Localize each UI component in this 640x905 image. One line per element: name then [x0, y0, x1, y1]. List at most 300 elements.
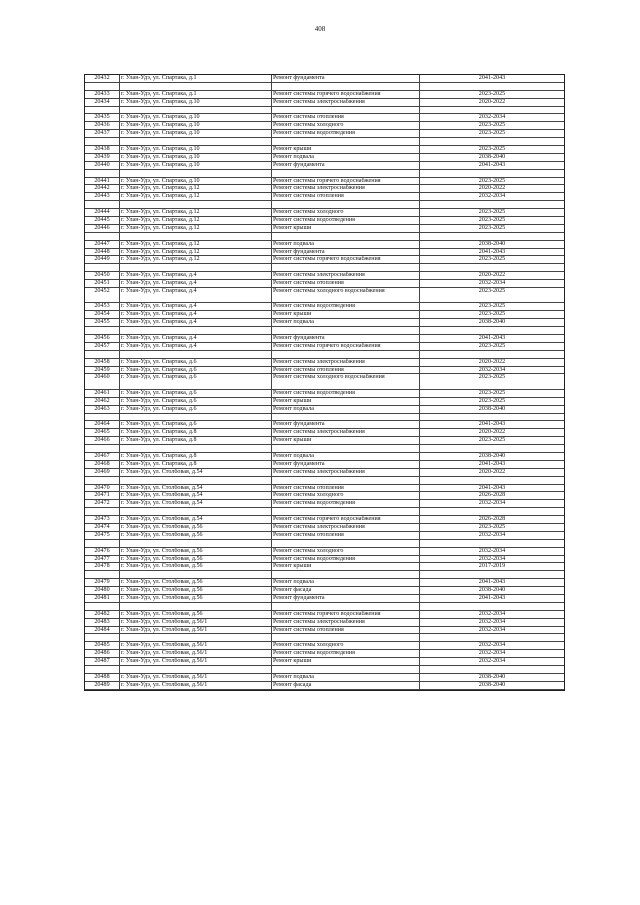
- cell-period: 2017-2019: [478, 563, 506, 570]
- cell-address: г. Улан-Удэ, ул. Спартака, д.10: [120, 154, 272, 161]
- cell-work-type: Ремонт системы горячего водоснабжения: [272, 343, 420, 350]
- cell-record-number: 20451: [85, 280, 120, 287]
- cell-address: [120, 634, 272, 641]
- table-row: [85, 492, 564, 500]
- table-row: [85, 485, 564, 493]
- cell-period: [420, 138, 564, 145]
- cell-period: [420, 264, 564, 271]
- cell-record-number: 20488: [85, 674, 120, 681]
- table-spacer-row: [85, 634, 564, 642]
- cell-record-number: 20479: [85, 579, 120, 586]
- cell-work-type: [272, 445, 420, 452]
- cell-work-type: Ремонт системы электроснабжения: [272, 619, 420, 626]
- cell-work-type: Ремонт крыши: [272, 658, 420, 665]
- cell-record-number: 20443: [85, 193, 120, 200]
- cell-work-type: [272, 83, 420, 90]
- cell-address: г. Улан-Удэ, ул. Спартака, д.8: [120, 429, 272, 436]
- cell-work-type: Ремонт системы водоотведения: [272, 390, 420, 397]
- cell-period: [420, 603, 564, 610]
- cell-work-type: Ремонт фасада: [272, 587, 420, 594]
- cell-work-type: [272, 351, 420, 358]
- cell-period: [420, 233, 564, 240]
- table-row: [85, 225, 564, 233]
- cell-address: [120, 477, 272, 484]
- table-spacer-row: [85, 107, 564, 115]
- cell-period: 2020-2022: [478, 185, 506, 192]
- cell-work-type: [272, 264, 420, 271]
- cell-period: 2041-2043: [478, 335, 506, 341]
- cell-address: [120, 414, 272, 421]
- cell-record-number: [85, 327, 120, 334]
- cell-work-type: [272, 138, 420, 145]
- cell-address: г. Улан-Удэ, ул. Столбовая, д.56: [120, 611, 272, 618]
- cell-address: [120, 603, 272, 610]
- table-row: [85, 642, 564, 650]
- cell-record-number: [85, 83, 120, 90]
- cell-period: 2020-2022: [478, 98, 506, 105]
- cell-record-number: [85, 414, 120, 421]
- table-row: [85, 390, 564, 398]
- repair-schedule-table: [84, 74, 565, 691]
- cell-record-number: 20478: [85, 563, 120, 570]
- cell-record-number: 20486: [85, 650, 120, 657]
- cell-record-number: 20435: [85, 114, 120, 121]
- cell-address: г. Улан-Удэ, ул. Спартака, д.12: [120, 241, 272, 248]
- cell-address: г. Улан-Удэ, ул. Спартака, д.4: [120, 303, 272, 310]
- table-row: [85, 359, 564, 367]
- cell-work-type: Ремонт системы электроснабжения: [272, 185, 420, 192]
- cell-period: 2032-2034: [478, 114, 506, 121]
- table-row: [85, 288, 564, 303]
- table-row: [85, 130, 564, 138]
- cell-work-type: Ремонт крыши: [272, 437, 420, 444]
- cell-period: 2041-2043: [478, 161, 506, 168]
- table-row: [85, 524, 564, 532]
- cell-period: 2023-2025: [478, 437, 506, 444]
- table-row: [85, 437, 564, 445]
- cell-address: [120, 351, 272, 358]
- cell-work-type: Ремонт крыши: [272, 311, 420, 318]
- cell-period: 2032-2034: [478, 547, 506, 554]
- cell-period: 2041-2043: [478, 248, 506, 255]
- cell-record-number: 20452: [85, 288, 120, 302]
- table-spacer-row: [85, 83, 564, 91]
- table-spacer-row: [85, 264, 564, 272]
- cell-record-number: 20434: [85, 99, 120, 106]
- table-row: [85, 146, 564, 154]
- cell-period: 2023-2025: [478, 224, 506, 231]
- cell-record-number: 20455: [85, 319, 120, 326]
- cell-period: [420, 351, 564, 358]
- table-spacer-row: [85, 445, 564, 453]
- cell-work-type: [272, 233, 420, 240]
- table-row: [85, 162, 564, 170]
- cell-period: [420, 540, 564, 547]
- cell-record-number: 20463: [85, 406, 120, 413]
- cell-work-type: Ремонт фундамента: [272, 249, 420, 256]
- cell-work-type: Ремонт подвала: [272, 241, 420, 248]
- cell-work-type: [272, 414, 420, 421]
- cell-address: г. Улан-Удэ, ул. Столбовая, д.56/1: [120, 619, 272, 626]
- cell-address: г. Улан-Удэ, ул. Спартака, д.8: [120, 437, 272, 444]
- cell-address: [120, 233, 272, 240]
- table-spacer-row: [85, 327, 564, 335]
- table-row: [85, 627, 564, 635]
- cell-address: г. Улан-Удэ, ул. Спартака, д.8: [120, 461, 272, 468]
- cell-address: г. Улан-Удэ, ул. Спартака, д.10: [120, 146, 272, 153]
- cell-work-type: [272, 508, 420, 515]
- table-row: [85, 178, 564, 186]
- cell-record-number: [85, 264, 120, 271]
- cell-record-number: 20475: [85, 532, 120, 539]
- table-row: [85, 658, 564, 666]
- cell-period: 2032-2034: [478, 650, 506, 657]
- cell-work-type: Ремонт системы отопления: [272, 532, 420, 539]
- cell-work-type: Ремонт системы отопления: [272, 367, 420, 374]
- cell-work-type: Ремонт фасада: [272, 682, 420, 689]
- cell-period: 2032-2034: [478, 618, 506, 625]
- cell-address: г. Улан-Удэ, ул. Спартака, д.6: [120, 406, 272, 413]
- cell-period: 2023-2025: [478, 130, 506, 137]
- cell-address: г. Улан-Удэ, ул. Столбовая, д.56: [120, 563, 272, 570]
- table-row: [85, 516, 564, 524]
- table-spacer-row: [85, 603, 564, 611]
- cell-record-number: 20472: [85, 500, 120, 507]
- table-row: [85, 272, 564, 280]
- cell-work-type: Ремонт системы горячего водоснабжения: [272, 91, 420, 98]
- cell-address: г. Улан-Удэ, ул. Спартака, д.12: [120, 193, 272, 200]
- cell-period: 2020-2022: [478, 468, 506, 475]
- cell-address: г. Улан-Удэ, ул. Спартака, д.8: [120, 453, 272, 460]
- table-spacer-row: [85, 477, 564, 485]
- table-row: [85, 256, 564, 264]
- cell-record-number: 20476: [85, 548, 120, 555]
- cell-work-type: [272, 201, 420, 208]
- cell-period: [420, 107, 564, 114]
- cell-address: [120, 327, 272, 334]
- cell-record-number: 20483: [85, 619, 120, 626]
- cell-work-type: Ремонт фундамента: [272, 421, 420, 428]
- cell-work-type: Ремонт системы горячего водоснабжения: [272, 256, 420, 263]
- cell-period: 2032-2034: [478, 531, 506, 538]
- cell-address: г. Улан-Удэ, ул. Столбовая, д.56: [120, 587, 272, 594]
- cell-work-type: [272, 634, 420, 641]
- table-row: [85, 280, 564, 288]
- cell-work-type: Ремонт подвала: [272, 319, 420, 326]
- cell-period: 2032-2034: [478, 280, 506, 287]
- cell-address: [120, 445, 272, 452]
- cell-period: 2038-2040: [478, 587, 506, 594]
- cell-address: г. Улан-Удэ, ул. Столбовая, д.54: [120, 485, 272, 492]
- table-row: [85, 343, 564, 351]
- cell-record-number: 20485: [85, 642, 120, 649]
- cell-address: г. Улан-Удэ, ул. Спартака, д.10: [120, 122, 272, 129]
- cell-work-type: Ремонт системы электроснабжения: [272, 272, 420, 279]
- cell-record-number: 20481: [85, 595, 120, 602]
- table-row: [85, 193, 564, 201]
- cell-period: [420, 477, 564, 484]
- cell-record-number: 20448: [85, 249, 120, 256]
- cell-work-type: Ремонт фундамента: [272, 461, 420, 468]
- cell-address: [120, 83, 272, 90]
- cell-record-number: [85, 603, 120, 610]
- cell-record-number: [85, 634, 120, 641]
- table-row: [85, 595, 564, 603]
- cell-work-type: Ремонт системы горячего водоснабжения: [272, 611, 420, 618]
- table-row: [85, 461, 564, 469]
- cell-record-number: 20450: [85, 272, 120, 279]
- cell-address: г. Улан-Удэ, ул. Столбовая, д.56/1: [120, 674, 272, 681]
- cell-address: г. Улан-Удэ, ул. Столбовая, д.56/1: [120, 627, 272, 634]
- table-row: [85, 556, 564, 564]
- cell-record-number: 20436: [85, 122, 120, 129]
- table-row: [85, 674, 564, 682]
- cell-period: [420, 445, 564, 452]
- table-row: [85, 563, 564, 571]
- cell-period: 2023-2025: [478, 374, 506, 381]
- cell-record-number: 20437: [85, 130, 120, 137]
- cell-work-type: Ремонт системы горячего водоснабжения: [272, 516, 420, 523]
- table-spacer-row: [85, 351, 564, 359]
- table-row: [85, 303, 564, 311]
- cell-period: 2023-2025: [478, 303, 506, 310]
- table-row: [85, 91, 564, 99]
- cell-address: г. Улан-Удэ, ул. Спартака, д.4: [120, 343, 272, 350]
- cell-work-type: Ремонт системы водоотведения: [272, 303, 420, 310]
- cell-work-type: Ремонт системы холодного: [272, 492, 420, 499]
- table-row: [85, 249, 564, 257]
- table-row: [85, 548, 564, 556]
- cell-period: [420, 666, 564, 673]
- table-row: [85, 406, 564, 414]
- cell-record-number: 20432: [85, 75, 120, 82]
- cell-period: 2023-2025: [478, 389, 506, 396]
- cell-address: г. Улан-Удэ, ул. Столбовая, д.54: [120, 500, 272, 507]
- cell-record-number: 20480: [85, 587, 120, 594]
- cell-record-number: [85, 107, 120, 114]
- table-row: [85, 398, 564, 406]
- cell-period: 2041-2043: [478, 579, 506, 586]
- cell-work-type: [272, 666, 420, 673]
- table-row: [85, 611, 564, 619]
- cell-address: г. Улан-Удэ, ул. Спартака, д.6: [120, 390, 272, 397]
- cell-period: [420, 201, 564, 208]
- cell-record-number: 20471: [85, 492, 120, 499]
- table-row: [85, 217, 564, 225]
- cell-address: г. Улан-Удэ, ул. Спартака, д.4: [120, 280, 272, 287]
- cell-record-number: 20457: [85, 343, 120, 350]
- cell-period: 2023-2025: [478, 209, 506, 216]
- cell-address: г. Улан-Удэ, ул. Столбовая, д.56: [120, 524, 272, 531]
- cell-record-number: 20439: [85, 154, 120, 161]
- cell-period: 2026-2028: [478, 516, 506, 523]
- table-spacer-row: [85, 170, 564, 178]
- cell-record-number: 20474: [85, 524, 120, 531]
- cell-record-number: 20433: [85, 91, 120, 98]
- cell-address: г. Улан-Удэ, ул. Спартака, д.12: [120, 217, 272, 224]
- cell-period: 2023-2025: [478, 217, 506, 224]
- cell-address: г. Улан-Удэ, ул. Столбовая, д.56: [120, 579, 272, 586]
- cell-period: 2038-2040: [478, 153, 506, 160]
- cell-record-number: 20482: [85, 611, 120, 618]
- cell-record-number: 20468: [85, 461, 120, 468]
- cell-record-number: 20473: [85, 516, 120, 523]
- cell-work-type: Ремонт системы холодного водоснабжения: [272, 288, 420, 302]
- cell-work-type: Ремонт подвала: [272, 579, 420, 586]
- cell-record-number: 20447: [85, 241, 120, 248]
- cell-record-number: 20445: [85, 217, 120, 224]
- table-row: [85, 532, 564, 540]
- table-row: [85, 682, 564, 690]
- cell-address: [120, 138, 272, 145]
- table-row: [85, 374, 564, 389]
- table-spacer-row: [85, 508, 564, 516]
- cell-period: 2023-2025: [478, 90, 506, 97]
- cell-address: г. Улан-Удэ, ул. Спартака, д.1: [120, 91, 272, 98]
- cell-record-number: 20440: [85, 162, 120, 169]
- cell-address: г. Улан-Удэ, ул. Спартака, д.6: [120, 421, 272, 428]
- cell-record-number: 20489: [85, 682, 120, 689]
- cell-work-type: Ремонт подвала: [272, 406, 420, 413]
- cell-period: 2023-2025: [478, 146, 506, 153]
- table-row: [85, 587, 564, 595]
- cell-period: 2038-2040: [478, 405, 506, 412]
- cell-period: 2023-2025: [478, 177, 506, 184]
- cell-period: 2032-2034: [478, 626, 506, 633]
- table-row: [85, 429, 564, 437]
- cell-record-number: 20461: [85, 390, 120, 397]
- cell-period: 2038-2040: [478, 452, 506, 459]
- cell-address: [120, 508, 272, 515]
- cell-period: 2023-2025: [478, 122, 506, 129]
- cell-work-type: [272, 170, 420, 177]
- cell-period: 2041-2043: [478, 595, 506, 601]
- table-row: [85, 209, 564, 217]
- table-row: [85, 650, 564, 658]
- cell-address: г. Улан-Удэ, ул. Спартака, д.4: [120, 335, 272, 342]
- cell-record-number: 20464: [85, 421, 120, 428]
- cell-work-type: Ремонт подвала: [272, 453, 420, 460]
- table-row: [85, 241, 564, 249]
- cell-work-type: Ремонт системы холодного водоснабжения: [272, 374, 420, 388]
- cell-work-type: Ремонт системы холодного: [272, 209, 420, 216]
- cell-address: [120, 170, 272, 177]
- cell-work-type: Ремонт системы водоотведения: [272, 130, 420, 137]
- cell-address: г. Улан-Удэ, ул. Спартака, д.4: [120, 319, 272, 326]
- cell-period: [420, 508, 564, 515]
- cell-period: 2023-2025: [478, 288, 506, 295]
- cell-address: г. Улан-Удэ, ул. Спартака, д.10: [120, 162, 272, 169]
- cell-work-type: Ремонт системы холодного: [272, 642, 420, 649]
- cell-period: 2023-2025: [478, 523, 506, 530]
- cell-address: [120, 264, 272, 271]
- table-row: [85, 185, 564, 193]
- cell-period: 2023-2025: [478, 311, 506, 318]
- cell-work-type: Ремонт системы отопления: [272, 193, 420, 200]
- cell-record-number: [85, 571, 120, 578]
- cell-record-number: 20477: [85, 556, 120, 563]
- cell-address: г. Улан-Удэ, ул. Столбовая, д.56: [120, 548, 272, 555]
- table-row: [85, 335, 564, 343]
- cell-record-number: 20456: [85, 335, 120, 342]
- cell-work-type: Ремонт системы отопления: [272, 627, 420, 634]
- cell-record-number: 20446: [85, 225, 120, 232]
- cell-record-number: 20467: [85, 453, 120, 460]
- cell-period: 2041-2043: [478, 460, 506, 467]
- cell-period: 2038-2040: [478, 319, 506, 326]
- cell-record-number: [85, 540, 120, 547]
- cell-record-number: 20462: [85, 398, 120, 405]
- cell-address: г. Улан-Удэ, ул. Спартака, д.12: [120, 225, 272, 232]
- cell-work-type: Ремонт системы отопления: [272, 114, 420, 121]
- cell-record-number: [85, 201, 120, 208]
- cell-period: 2032-2034: [478, 658, 506, 665]
- cell-record-number: [85, 138, 120, 145]
- cell-period: [420, 634, 564, 641]
- cell-record-number: 20465: [85, 429, 120, 436]
- cell-work-type: Ремонт крыши: [272, 225, 420, 232]
- cell-record-number: 20444: [85, 209, 120, 216]
- cell-address: г. Улан-Удэ, ул. Спартака, д.12: [120, 256, 272, 263]
- cell-work-type: Ремонт системы электроснабжения: [272, 359, 420, 366]
- table-row: [85, 319, 564, 327]
- cell-period: 2038-2040: [478, 240, 506, 247]
- cell-work-type: [272, 327, 420, 334]
- cell-period: 2020-2022: [478, 358, 506, 365]
- cell-period: [420, 414, 564, 421]
- cell-record-number: 20449: [85, 256, 120, 263]
- cell-address: г. Улан-Удэ, ул. Спартака, д.4: [120, 272, 272, 279]
- cell-address: г. Улан-Удэ, ул. Спартака, д.10: [120, 99, 272, 106]
- table-spacer-row: [85, 414, 564, 422]
- table-row: [85, 122, 564, 130]
- cell-address: г. Улан-Удэ, ул. Столбовая, д.56/1: [120, 682, 272, 689]
- table-spacer-row: [85, 138, 564, 146]
- cell-period: 2020-2022: [478, 272, 506, 279]
- table-row: [85, 579, 564, 587]
- table-spacer-row: [85, 540, 564, 548]
- cell-record-number: 20487: [85, 658, 120, 665]
- cell-work-type: Ремонт крыши: [272, 398, 420, 405]
- cell-address: г. Улан-Удэ, ул. Столбовая, д.54: [120, 516, 272, 523]
- cell-record-number: 20469: [85, 469, 120, 476]
- table-row: [85, 367, 564, 375]
- cell-work-type: Ремонт подвала: [272, 674, 420, 681]
- table-row: [85, 154, 564, 162]
- cell-work-type: Ремонт системы электроснабжения: [272, 469, 420, 476]
- cell-work-type: Ремонт системы водоотведения: [272, 500, 420, 507]
- cell-record-number: [85, 170, 120, 177]
- cell-work-type: Ремонт фундамента: [272, 335, 420, 342]
- cell-record-number: [85, 666, 120, 673]
- cell-record-number: [85, 233, 120, 240]
- cell-period: 2032-2034: [478, 610, 506, 617]
- cell-period: 2032-2034: [478, 366, 506, 373]
- cell-period: 2023-2025: [478, 256, 506, 263]
- cell-address: [120, 107, 272, 114]
- table-spacer-row: [85, 201, 564, 209]
- cell-period: [420, 170, 564, 177]
- cell-address: г. Улан-Удэ, ул. Столбовая, д.56: [120, 595, 272, 602]
- cell-work-type: Ремонт системы электроснабжения: [272, 429, 420, 436]
- cell-record-number: 20459: [85, 367, 120, 374]
- cell-address: [120, 540, 272, 547]
- cell-address: г. Улан-Удэ, ул. Столбовая, д.54: [120, 469, 272, 476]
- cell-address: г. Улан-Удэ, ул. Спартака, д.6: [120, 367, 272, 374]
- cell-work-type: Ремонт системы отопления: [272, 485, 420, 492]
- cell-address: [120, 666, 272, 673]
- cell-work-type: Ремонт фундамента: [272, 595, 420, 602]
